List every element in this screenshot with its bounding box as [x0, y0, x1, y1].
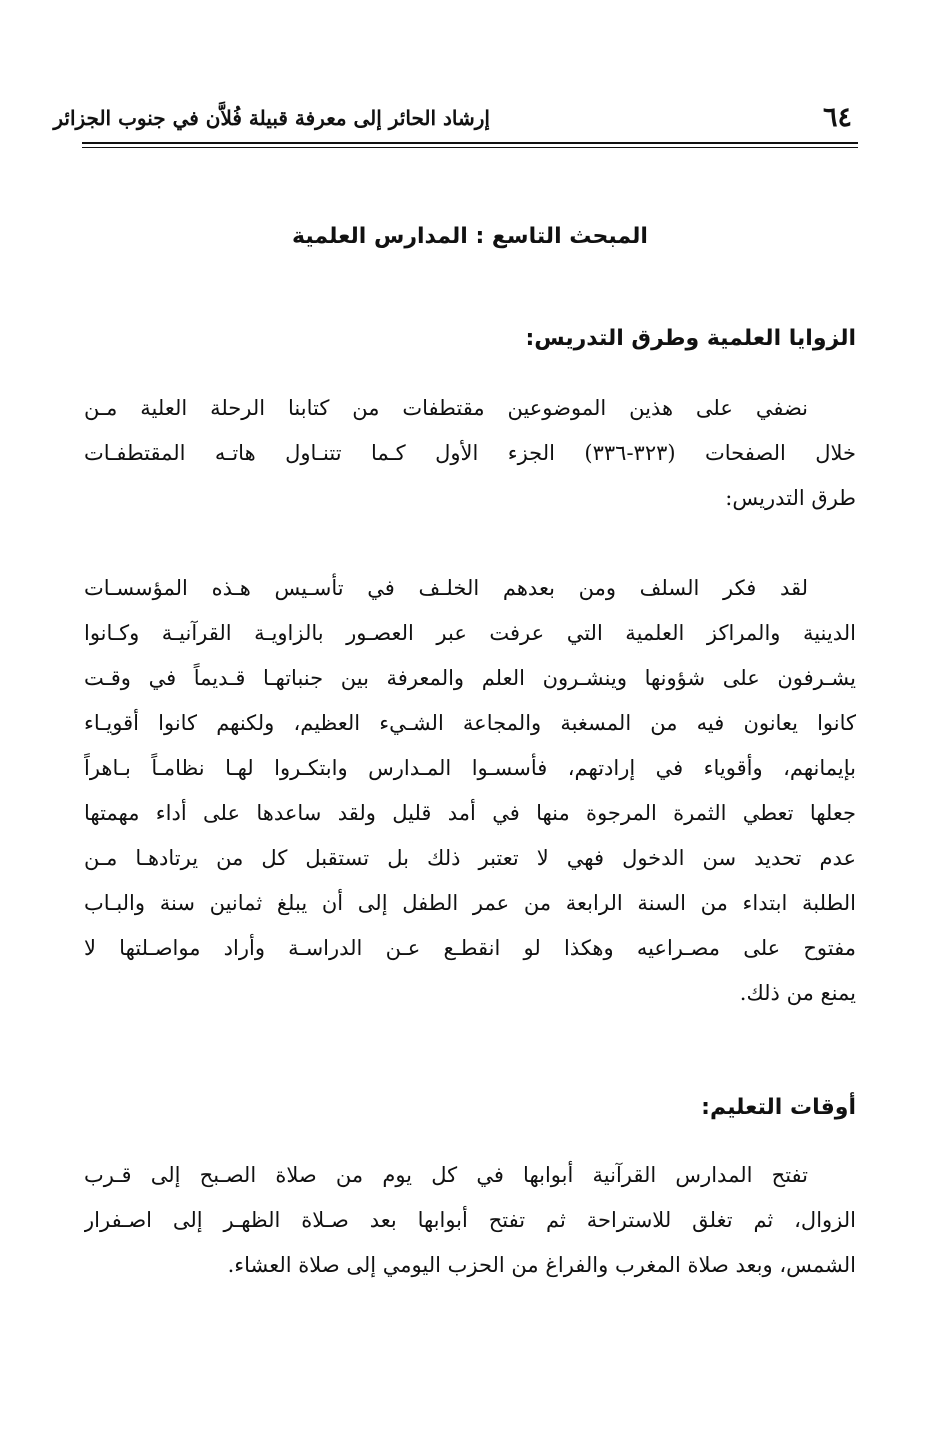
- section-title: المبحث التاسع : المدارس العلمية: [292, 224, 648, 249]
- paragraph-line: بإيمانهم، وأقوياء في إرادتهم، فأسسـوا المـدارس وابتكـروا لهـا نظامـاً بـاهراً: [84, 756, 856, 780]
- paragraph-line: خلال الصفحات (٣٢٣-٣٣٦) الجزء الأول كـما تتنـاول هاتـه المقتطفـات: [84, 441, 856, 465]
- paragraph-history: [84, 566, 856, 1016]
- paragraph-line: جعلها تعطي الثمرة المرجوة منها في أمد قليل ولقد ساعدها على أداء مهمتها: [84, 801, 856, 825]
- paragraph-line: يشـرفون على شؤونها وينشـرون العلم والمعرفة بين جنباتهـا قـديماً في وقـت: [84, 666, 856, 690]
- paragraph-line: لقد فكر السلف ومن بعدهم الخلـف في تأسـيس هـذه المؤسسـات: [84, 576, 808, 600]
- paragraph-line: كانوا يعانون فيه من المسغبة والمجاعة الشـيء العظيم، ولكنهم كانوا أقويـاء: [84, 711, 856, 735]
- subheading-times: أوقات التعليم:: [701, 1095, 856, 1120]
- paragraph-intro: [84, 386, 856, 521]
- subheading-zawaya: الزوايا العلمية وطرق التدريس:: [525, 326, 856, 351]
- paragraph-line: تفتح المدارس القرآنية أبوابها في كل يوم من صلاة الصـبح إلى قـرب: [84, 1163, 808, 1187]
- header-rule-thin: [82, 147, 858, 148]
- page-number: ٦٤: [822, 102, 852, 133]
- paragraph-line: مفتوح على مصـراعيه وهكذا لو انقطـع عـن الدراسـة وأراد مواصـلتها لا: [84, 936, 856, 960]
- paragraph-line: الطلبة ابتداء من السنة الرابعة من عمر الطفل إلى أن يبلغ ثمانين سنة والبـاب: [84, 891, 856, 915]
- paragraph-line: طرق التدريس:: [725, 486, 856, 510]
- paragraph-line: الزوال، ثم تغلق للاستراحة ثم تفتح أبوابها بعد صـلاة الظهـر إلى اصـفرار: [84, 1208, 856, 1232]
- paragraph-line: الشمس، وبعد صلاة المغرب والفراغ من الحزب اليومي إلى صلاة العشاء.: [227, 1253, 856, 1277]
- paragraph-line: عدم تحديد سن الدخول فهي لا تعتبر ذلك بل تستقبل كل من يرتادهـا مـن: [84, 846, 856, 870]
- paragraph-line: نضفي على هذين الموضوعين مقتطفات من كتابنا الرحلة العلية مـن: [84, 396, 808, 420]
- paragraph-times: [84, 1153, 856, 1288]
- header-rule: [82, 142, 858, 144]
- paragraph-line: الدينية والمراكز العلمية التي عرفت عبر العصـور بالزاويـة القرآنيـة وكـانوا: [84, 621, 856, 645]
- paragraph-line: يمنع من ذلك.: [739, 981, 856, 1005]
- running-title: إرشاد الحائر إلى معرفة قبيلة فُلاَّن في جنوب الجزائر: [53, 106, 490, 130]
